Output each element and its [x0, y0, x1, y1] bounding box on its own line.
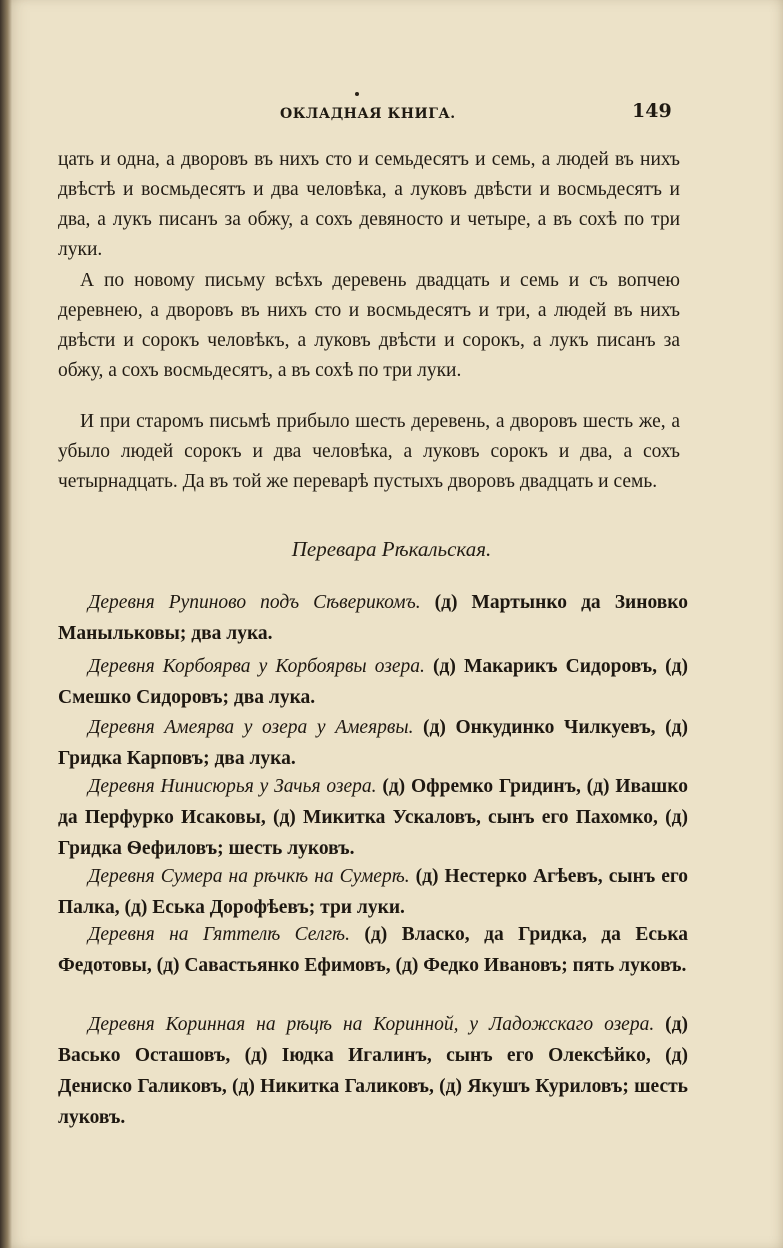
- village-entry: [58, 587, 688, 649]
- running-head: ОКЛАДНАЯ КНИГА.: [280, 106, 456, 122]
- village-households: (д) Офремко Гридинъ, (д) Ивашко да Перфурко Исаковы, (д) Микитка Ускаловъ, сынъ его Пахомко, (д) Гридка Ѳефиловъ; шесть луковъ.: [58, 776, 688, 859]
- village-households: (д) Макарикъ Сидоровъ, (д) Смешко Сидоровъ; два лука.: [58, 656, 688, 708]
- paragraph-new-census: А по новому письму всѣхъ деревень двадцать и семь и съ вопчею деревнею, а дворовъ въ нихъ сто и восмьдесятъ и три, а людей въ нихъ двѣсти и сорокъ человѣкъ, а луковъ двѣсти и сорокъ, а лукъ писанъ за обжу, а сохъ восмьдесятъ, а въ сохѣ по три луки.: [58, 270, 680, 381]
- village-households: (д) Нестерко Агѣевъ, сынъ его Палка, (д) Еська Дорофѣевъ; три луки.: [58, 866, 689, 918]
- section-title: Перевара Рѣкальская.: [291, 537, 492, 561]
- village-entry: [58, 861, 688, 923]
- village-households: (д) Васько Осташовъ, (д) Іюдка Игалинъ, сынъ его Олексѣйко, (д) Дениско Галиковъ, (д) Никитка Галиковъ, (д) Якушъ Куриловъ; шесть луковъ.: [58, 1014, 689, 1128]
- village-households: (д) Онкудинко Чилкуевъ, (д) Гридка Карповъ; два лука.: [58, 717, 688, 769]
- village-entry: [58, 651, 688, 713]
- village-entry: [58, 712, 688, 774]
- paragraph-comparison: И при старомъ письмѣ прибыло шесть деревень, а дворовъ шесть же, а убыло людей сорокъ и два человѣка, а луковъ сорокъ и два, а сохъ четырнадцать. Да въ той же переварѣ пустыхъ дворовъ двадцать и семь.: [58, 411, 680, 492]
- village-households: (д) Мартынко да Зиновко Маныльковы; два лука.: [58, 592, 688, 644]
- village-name: Деревня Корбоярва у Корбоярвы озера.: [88, 656, 425, 677]
- village-name: Деревня на Гяттелѣ Селгѣ.: [88, 924, 350, 945]
- village-name: Деревня Нинисюрья у Зачья озера.: [88, 776, 377, 797]
- village-entry: [58, 771, 688, 864]
- village-name: Деревня Рупиново подъ Сѣверикомъ.: [88, 592, 421, 613]
- village-name: Деревня Сумера на рѣчкѣ на Сумерѣ.: [88, 866, 410, 887]
- village-entry: [58, 1009, 688, 1133]
- page-number: 149: [632, 100, 672, 122]
- paragraph-continued: цать и одна, а дворовъ въ нихъ сто и семьдесятъ и семь, а людей въ нихъ двѣстѣ и восмьдесятъ и два человѣка, а луковъ двѣсти и восмьдесятъ и два, а лукъ писанъ за обжу, а сохъ девяносто и четыре, а въ сохѣ по три луки.: [58, 149, 680, 260]
- page-spine-shadow: [0, 0, 12, 1248]
- village-households: (д) Власко, да Гридка, да Еська Федотовы, (д) Савастьянко Ефимовъ, (д) Федко Ивановъ; пять луковъ.: [58, 924, 689, 976]
- village-name: Деревня Амеярва у озера у Амеярвы.: [88, 717, 414, 738]
- header-ornament-dot: [355, 92, 359, 96]
- village-name: Деревня Коринная на рѣцѣ на Коринной, у Ладожскаго озера.: [88, 1014, 655, 1035]
- village-entry: [58, 919, 688, 981]
